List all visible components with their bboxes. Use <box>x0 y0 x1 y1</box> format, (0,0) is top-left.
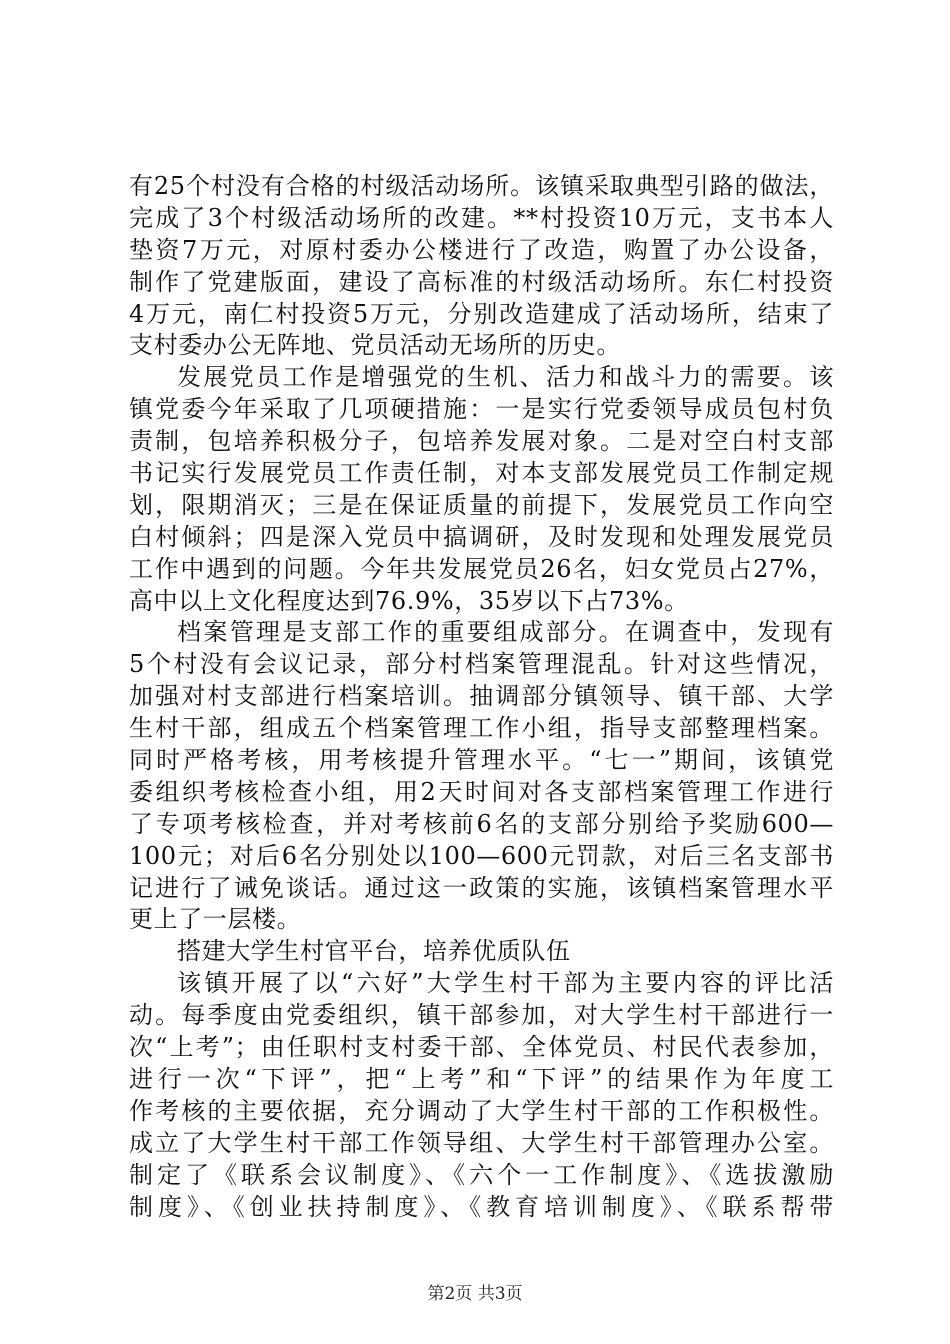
body-line: 5个村没有会议记录，部分村档案管理混乱。针对这些情况， <box>129 650 834 679</box>
body-line: 制度》、《创业扶持制度》、《教育培训制度》、《联系帮带 <box>129 1192 834 1221</box>
body-line: 垫资7万元，对原村委办公楼进行了改造，购置了办公设备， <box>129 235 834 264</box>
body-line: 档案管理是支部工作的重要组成部分。在调查中，发现有 <box>177 618 834 647</box>
body-line: 书记实行发展党员工作责任制，对本支部发展党员工作制定规 <box>129 459 834 488</box>
body-line: 完成了3个村级活动场所的改建。**村投资10万元，支书本人 <box>129 203 834 232</box>
body-line: 100元；对后6名分别处以100—600元罚款，对后三名支部书 <box>129 841 834 870</box>
body-line: 制定了《联系会议制度》、《六个一工作制度》、《选拔激励 <box>129 1160 834 1189</box>
body-line: 责制，包培养积极分子，包培养发展对象。二是对空白村支部 <box>129 427 834 456</box>
body-line: 发展党员工作是增强党的生机、活力和战斗力的需要。该 <box>177 363 834 392</box>
body-line: 作考核的主要依据，充分调动了大学生村干部的工作积极性。 <box>129 1096 834 1125</box>
body-line: 同时严格考核，用考核提升管理水平。“七一”期间，该镇党 <box>129 746 834 775</box>
body-line: 记进行了诫免谈话。通过这一政策的实施，该镇档案管理水平 <box>129 873 834 902</box>
body-line: 更上了一层楼。 <box>129 905 302 934</box>
body-line: 有25个村没有合格的村级活动场所。该镇采取典型引路的做法， <box>129 172 834 200</box>
body-line: 白村倾斜；四是深入党员中搞调研，及时发现和处理发展党员 <box>129 522 834 551</box>
body-line: 了专项考核检查，并对考核前6名的支部分别给予奖励600— <box>129 809 834 838</box>
body-line: 支村委办公无阵地、党员活动无场所的历史。 <box>129 331 621 360</box>
body-line: 动。每季度由党委组织，镇干部参加，对大学生村干部进行一 <box>129 1001 834 1030</box>
page-footer <box>0 1279 950 1304</box>
body-line: 次“上考”；由任职村支村委干部、全体党员、村民代表参加， <box>129 1033 834 1062</box>
body-line: 进行一次“下评”，把“上考”和“下评”的结果作为年度工 <box>129 1064 834 1093</box>
body-line: 4万元，南仁村投资5万元，分别改造建成了活动场所，结束了 <box>129 299 834 328</box>
section-heading: 搭建大学生村官平台，培养优质队伍 <box>177 937 571 966</box>
document-body <box>129 171 834 1223</box>
body-line: 加强对村支部进行档案培训。抽调部分镇领导、镇干部、大学 <box>129 682 834 711</box>
body-line: 工作中遇到的问题。今年共发展党员26名，妇女党员占27%， <box>129 554 834 583</box>
body-line: 镇党委今年采取了几项硬措施：一是实行党委领导成员包村负 <box>129 395 834 424</box>
body-line: 成立了大学生村干部工作领导组、大学生村干部管理办公室。 <box>129 1128 834 1157</box>
body-line: 制作了党建版面，建设了高标准的村级活动场所。东仁村投资 <box>129 267 834 296</box>
body-line: 该镇开展了以“六好”大学生村干部为主要内容的评比活 <box>177 969 834 998</box>
body-line: 划，限期消灭；三是在保证质量的前提下，发展党员工作向空 <box>129 490 834 519</box>
body-line: 委组织考核检查小组，用2天时间对各支部档案管理工作进行 <box>129 777 834 806</box>
page-number-label: 第2页 共3页 <box>427 1284 523 1304</box>
body-line: 生村干部，组成五个档案管理工作小组，指导支部整理档案。 <box>129 714 834 743</box>
body-line: 高中以上文化程度达到76.9%，35岁以下占73%。 <box>129 586 689 615</box>
